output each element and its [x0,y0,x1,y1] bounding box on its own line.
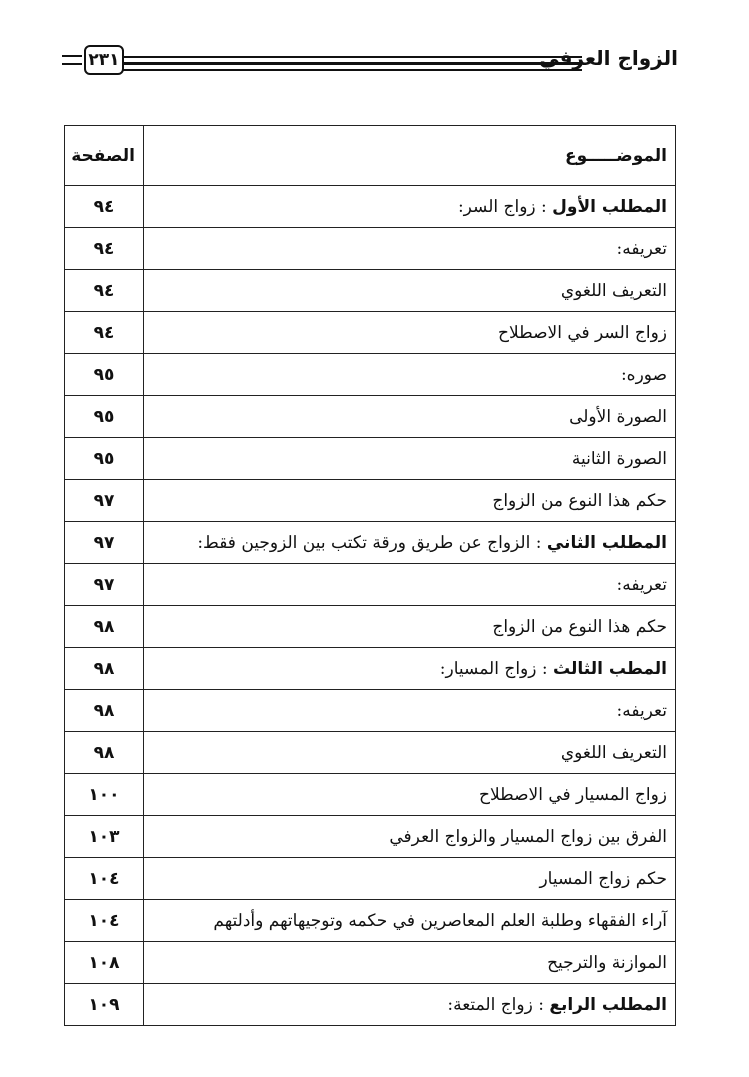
page-cell: ٩٥ [65,438,144,480]
table-row [65,984,676,1026]
topic-text: تعريفه: [616,238,667,259]
page-cell: ١٠٩ [65,984,144,1026]
table-row [65,858,676,900]
topic-text: زواج المسيار في الاصطلاح [479,784,667,805]
header-rule [122,56,582,58]
toc-body [65,186,676,1026]
topic-text: الموازنة والترجيح [547,952,667,973]
table-header-row [65,126,676,186]
section-label: المطلب الرابع [549,994,667,1015]
table-row [65,186,676,228]
page-cell: ٩٤ [65,186,144,228]
topic-text: : الزواج عن طريق ورقة تكتب بين الزوجين فقط: [197,532,547,553]
table-row [65,396,676,438]
table-row [65,270,676,312]
page-cell: ٩٧ [65,522,144,564]
topic-cell [144,732,676,774]
topic-text: آراء الفقهاء وطلبة العلم المعاصرين في حكمه وتوجيهاتهم وأدلتهم [213,910,667,931]
section-label: المطلب الأول [552,196,667,217]
table-row [65,354,676,396]
table-row [65,312,676,354]
topic-text: حكم هذا النوع من الزواج [492,616,667,637]
table-row [65,648,676,690]
topic-text: زواج السر في الاصطلاح [498,322,667,343]
topic-cell [144,774,676,816]
topic-text: الصورة الثانية [571,448,667,469]
page-cell: ٩٨ [65,732,144,774]
page-number: ٢٣١ [84,45,124,75]
page-cell: ٩٧ [65,480,144,522]
topic-cell [144,270,676,312]
table-row [65,606,676,648]
topic-cell [144,396,676,438]
table-row [65,816,676,858]
topic-cell [144,228,676,270]
topic-cell [144,312,676,354]
topic-cell [144,354,676,396]
topic-cell [144,648,676,690]
table-row [65,522,676,564]
page-cell: ٩٧ [65,564,144,606]
topic-column-header: الموضـــــوع [144,126,676,186]
topic-text: التعريف اللغوي [560,280,667,301]
page-cell: ٩٨ [65,648,144,690]
page-cell: ٩٤ [65,270,144,312]
table-row [65,438,676,480]
page-cell: ١٠٤ [65,900,144,942]
table-row [65,228,676,270]
page-cell: ٩٥ [65,354,144,396]
topic-cell [144,900,676,942]
topic-cell [144,564,676,606]
book-title: الزواج العرفي [539,46,678,70]
header-rule [122,62,582,65]
topic-text: : زواج المتعة: [447,994,550,1015]
table-row [65,690,676,732]
section-label: المطب الثالث [553,658,667,679]
table-row [65,900,676,942]
topic-text: صوره: [620,364,667,385]
topic-text: حكم هذا النوع من الزواج [492,490,667,511]
page-column-header: الصفحة [65,126,144,186]
topic-text: : زواج السر: [457,196,553,217]
table-of-contents [64,125,676,1026]
page-cell: ٩٨ [65,690,144,732]
topic-text: تعريفه: [616,574,667,595]
topic-text: الفرق بين زواج المسيار والزواج العرفي [389,826,667,847]
topic-cell [144,606,676,648]
running-header [60,42,680,82]
page-cell: ٩٥ [65,396,144,438]
topic-cell [144,816,676,858]
topic-cell [144,480,676,522]
topic-text: التعريف اللغوي [560,742,667,763]
table-row [65,774,676,816]
page-cell: ١٠٣ [65,816,144,858]
page-cell: ١٠٨ [65,942,144,984]
page-cell: ٩٨ [65,606,144,648]
page-cell: ٩٤ [65,312,144,354]
header-rule [122,69,582,71]
topic-cell [144,186,676,228]
table-row [65,942,676,984]
topic-text: : زواج المسيار: [439,658,553,679]
page-cell: ١٠٠ [65,774,144,816]
table-row [65,732,676,774]
section-label: المطلب الثاني [546,532,667,553]
topic-cell [144,858,676,900]
page-cell: ١٠٤ [65,858,144,900]
table-row [65,564,676,606]
page-cell: ٩٤ [65,228,144,270]
topic-cell [144,522,676,564]
topic-cell [144,942,676,984]
table-row [65,480,676,522]
topic-cell [144,690,676,732]
topic-cell [144,438,676,480]
topic-text: حكم زواج المسيار [539,868,667,889]
topic-text: تعريفه: [616,700,667,721]
topic-text: الصورة الأولى [569,406,667,427]
topic-cell [144,984,676,1026]
